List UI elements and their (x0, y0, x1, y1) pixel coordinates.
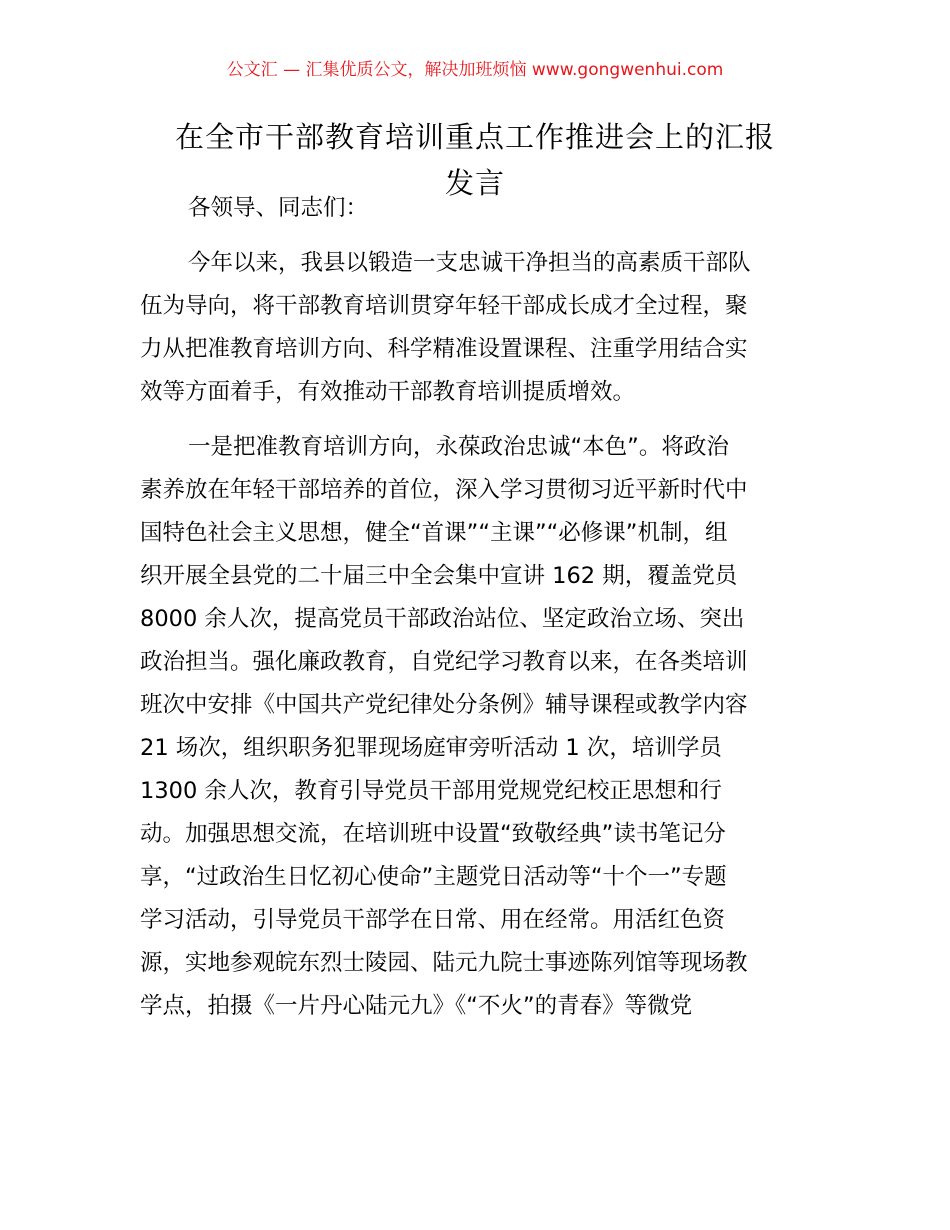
paragraph-line: 8000 余人次，提高党员干部政治站位、坚定政治立场、突出 (140, 606, 745, 632)
document-body (140, 187, 810, 1028)
paragraph-line: 21 场次，组织职务犯罪现场庭审旁听活动 1 次，培训学员 (140, 735, 722, 761)
paragraph-line: 学点，拍摄《一片丹心陆元九》《“不火”的青春》等微党 (140, 993, 693, 1019)
paragraph-2 (140, 426, 810, 1028)
paragraph-line: 源，实地参观皖东烈士陵园、陆元九院士事迹陈列馆等现场教 (140, 950, 748, 976)
paragraph-line: 今年以来，我县以锻造一支忠诚干净担当的高素质干部队 (188, 250, 751, 276)
paragraph-line: 学习活动，引导党员干部学在日常、用在经常。用活红色资 (140, 907, 726, 933)
title-line-1: 在全市干部教育培训重点工作推进会上的汇报 (174, 120, 775, 154)
salutation: 各领导、同志们： (188, 195, 369, 221)
paragraph-line: 国特色社会主义思想，健全“首课”“主课”“必修课”机制，组 (140, 520, 728, 546)
paragraph-line: 效等方面着手，有效推动干部教育培训提质增效。 (140, 379, 636, 405)
paragraph-line: 力从把准教育培训方向、科学精准设置课程、注重学用结合实 (140, 336, 748, 362)
paragraph-line: 素养放在年轻干部培养的首位，深入学习贯彻习近平新时代中 (140, 477, 748, 503)
paragraph-line: 织开展全县党的二十届三中全会集中宣讲 162 期，覆盖党员 (140, 563, 738, 589)
paragraph-line: 政治担当。强化廉政教育，自党纪学习教育以来，在各类培训 (140, 649, 748, 675)
paragraph-line: 享，“过政治生日忆初心使命”主题党日活动等“十个一”专题 (140, 864, 727, 890)
paragraph-line: 伍为导向，将干部教育培训贯穿年轻干部成长成才全过程，聚 (140, 293, 748, 319)
paragraph-line: 一是把准教育培训方向，永葆政治忠诚“本色”。将政治 (188, 434, 729, 460)
paragraph-line: 动。加强思想交流，在培训班中设置“致敬经典”读书笔记分 (140, 821, 726, 847)
paragraph-1 (140, 242, 810, 414)
paragraph-line: 班次中安排《中国共产党纪律处分条例》辅导课程或教学内容 (140, 692, 748, 718)
paragraph-line: 1300 余人次，教育引导党员干部用党规党纪校正思想和行 (140, 778, 722, 804)
title-line-2: 发言 (444, 166, 505, 200)
site-banner: 公文汇 — 汇集优质公文，解决加班烦恼 www.gongwenhui.com (226, 60, 724, 80)
